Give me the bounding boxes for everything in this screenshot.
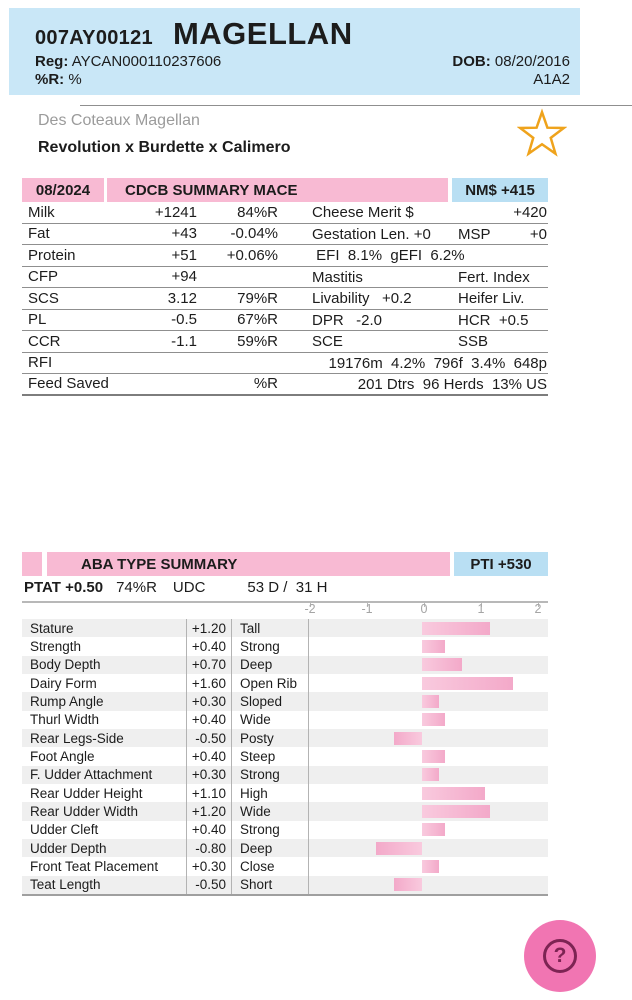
linear-trait-row [22,857,548,875]
linear-trait-bar [422,787,485,800]
linear-trait-bar-cell [309,729,548,747]
trait-extra [278,353,548,374]
trait-value: 3.12 [167,289,197,307]
cdcb-row [22,202,548,224]
trait-label: Feed Saved [28,375,109,393]
linear-trait-row [22,637,548,655]
linear-trait-row [22,674,548,692]
ptat-summary-line [24,579,327,596]
linear-trait-descriptor: Steep [232,747,309,765]
linear-trait-descriptor: Wide [232,802,309,820]
trait-label: CFP [28,268,58,286]
linear-trait-row [22,802,548,820]
linear-trait-bar [422,823,445,836]
cdcb-header-bar [22,178,548,202]
ptat-value: PTAT +0.50 [24,579,104,596]
linear-trait-descriptor: Deep [232,839,309,857]
trait-label: Milk [28,203,55,221]
linear-trait-name: Dairy Form [22,674,187,692]
linear-trait-value: +1.20 [187,802,232,820]
linear-trait-descriptor: Posty [232,729,309,747]
linear-trait-bar-cell [309,711,548,729]
cdcb-row [22,224,548,246]
cdcb-row [22,288,548,310]
linear-trait-bar [422,677,513,690]
linear-trait-value: -0.50 [187,729,232,747]
linear-trait-bar-cell [309,656,548,674]
dob-value: 08/20/2016 [494,53,570,70]
linear-trait-name: Thurl Width [22,711,187,729]
extra-right: 19176m 4.2% 796f 3.4% 648p [328,354,547,372]
linear-trait-bar [422,622,490,635]
linear-trait-row [22,619,548,637]
linear-trait-bar [394,732,423,745]
section-divider [80,105,632,106]
trait-label: PL [28,311,47,329]
linear-trait-row [22,692,548,710]
registration [35,53,221,71]
trait-value: +43 [171,225,197,243]
extra-left: EFI 8.1% gEFI 6.2% [312,247,465,264]
linear-trait-bar [394,878,423,891]
pti-badge: PTI +530 [454,552,548,576]
aba-title: ABA TYPE SUMMARY [47,552,450,576]
animal-name: MAGELLAN [172,16,353,51]
linear-trait-descriptor: Wide [232,711,309,729]
trait-label: SCS [28,289,59,307]
linear-trait-bar [422,860,439,873]
pctr-value: % [68,71,82,88]
linear-trait-bar-cell [309,802,548,820]
trait-value: +94 [171,268,197,286]
axis-tick-label: 1 [477,602,485,616]
linear-trait-name: Rear Udder Height [22,784,187,802]
linear-trait-bar [422,713,445,726]
linear-trait-row [22,711,548,729]
cdcb-row [22,310,548,332]
linear-trait-name: Front Teat Placement [22,857,187,875]
linear-trait-value: +1.20 [187,619,232,637]
animal-title [9,8,580,52]
linear-trait-name: Body Depth [22,656,187,674]
axis-tick-label: 0 [420,602,428,616]
trait-label: Fat [28,225,50,243]
axis-tick-label: 2 [534,602,542,616]
evaluation-date: 08/2024 [22,178,104,202]
linear-trait-descriptor: Tall [232,619,309,637]
linear-trait-descriptor: Short [232,876,309,894]
linear-trait-name: Rear Legs-Side [22,729,187,747]
cdcb-row [22,267,548,289]
favorite-star-button[interactable] [517,108,567,158]
trait-value: -1.1 [171,332,197,350]
extra-left: Cheese Merit $ [312,204,414,221]
axis-tick-label: -1 [361,602,373,616]
beta-casein: A1A2 [533,71,570,88]
ptat-reliability: 74%R [116,579,157,596]
percent-r [35,71,82,89]
registered-full-name: Des Coteaux Magellan [38,112,200,129]
cdcb-row [22,245,548,267]
linear-trait-bar [422,750,445,763]
aba-color-chip [22,552,42,576]
trait-value: +1241 [154,203,197,221]
linear-trait-bar-cell [309,637,548,655]
trait-extra [278,202,548,223]
linear-trait-bar-cell [309,766,548,784]
trait-extra [278,224,548,245]
linear-trait-descriptor: Strong [232,821,309,839]
linear-trait-row [22,766,548,784]
help-button[interactable] [524,920,596,992]
cdcb-title: CDCB SUMMARY MACE [107,178,448,202]
reg-label: Reg: [35,53,69,70]
sire-stack: Revolution x Burdette x Calimero [38,139,291,156]
linear-trait-row [22,747,548,765]
linear-trait-value: +0.30 [187,692,232,710]
linear-trait-descriptor: Sloped [232,692,309,710]
linear-trait-bar [422,695,439,708]
extra-right: +420 [513,204,547,221]
nm-badge: NM$ +415 [452,178,548,202]
linear-trait-row [22,876,548,894]
dob-label: DOB: [452,53,491,70]
linear-trait-row [22,839,548,857]
linear-trait-value: +1.60 [187,674,232,692]
trait-reliability: 84%R [237,203,278,221]
trait-value: -0.5 [171,311,197,329]
animal-header [9,8,580,95]
extra-mid: Heifer Liv. [458,290,525,307]
linear-trait-descriptor: Strong [232,637,309,655]
linear-trait-name: Teat Length [22,876,187,894]
linear-trait-bar [422,768,439,781]
linear-trait-bar [422,805,490,818]
extra-right: 201 Dtrs 96 Herds 13% US [357,376,547,393]
linear-trait-name: F. Udder Attachment [22,766,187,784]
linear-trait-bar-cell [309,747,548,765]
extra-left: Livability +0.2 [312,290,412,307]
linear-trait-descriptor: Strong [232,766,309,784]
aba-header-bar [22,552,548,576]
reg-dob-row [9,53,580,71]
trait-extra [278,310,548,331]
linear-trait-name: Foot Angle [22,747,187,765]
naab-code: 007AY00121 [35,27,153,49]
pctr-row [9,71,580,89]
extra-left: SCE [312,333,343,350]
extra-left: Mastitis [312,268,363,286]
linear-trait-bar-cell [309,674,548,692]
linear-trait-name: Udder Depth [22,839,187,857]
linear-trait-bar-cell [309,692,548,710]
linear-trait-value: +0.40 [187,711,232,729]
linear-trait-bar [422,658,462,671]
linear-trait-name: Stature [22,619,187,637]
linear-trait-bar-cell [309,619,548,637]
extra-mid: MSP [458,225,491,243]
extra-left: Gestation Len. +0 [312,225,431,243]
trait-reliability: 67%R [237,311,278,329]
linear-trait-descriptor: Close [232,857,309,875]
extra-mid: HCR +0.5 [458,311,529,329]
star-outline-icon [517,108,567,158]
linear-trait-name: Strength [22,637,187,655]
linear-trait-value: +0.30 [187,766,232,784]
trait-reliability: 59%R [237,332,278,350]
extra-mid: SSB [458,333,489,350]
help-question-icon: ? [543,939,577,973]
linear-trait-name: Rump Angle [22,692,187,710]
linear-trait-bar-cell [309,839,548,857]
linear-trait-value: +1.10 [187,784,232,802]
pctr-label: %R: [35,71,65,88]
axis-tick-label: -2 [304,602,316,616]
trait-value: +51 [171,246,197,264]
linear-trait-bar-cell [309,784,548,802]
trait-reliability: +0.06% [226,246,278,264]
linear-trait-bar [422,640,445,653]
trait-reliability: %R [253,375,278,393]
linear-trait-descriptor: Deep [232,656,309,674]
trait-extra [278,245,548,266]
linear-trait-name: Rear Udder Width [22,802,187,820]
linear-trait-value: +0.70 [187,656,232,674]
extra-mid: Fert. Index [458,268,530,286]
daughter-herd-counts: 53 D / 31 H [247,579,328,596]
linear-trait-row [22,729,548,747]
linear-trait-row [22,821,548,839]
linear-trait-value: +0.40 [187,747,232,765]
linear-trait-bar-cell [309,876,548,894]
trait-label: CCR [28,332,61,350]
linear-trait-descriptor: Open Rib [232,674,309,692]
trait-reliability: 79%R [237,289,278,307]
linear-trait-name: Udder Cleft [22,821,187,839]
linear-trait-value: +0.40 [187,821,232,839]
trait-extra [278,374,548,394]
linear-trait-value: -0.80 [187,839,232,857]
trait-extra [278,288,548,309]
trait-label: Protein [28,246,76,264]
trait-reliability: -0.04% [230,225,278,243]
extra-left: DPR -2.0 [312,311,383,329]
linear-trait-value: +0.30 [187,857,232,875]
linear-trait-chart [22,619,548,896]
cdcb-row [22,374,548,396]
linear-trait-value: +0.40 [187,637,232,655]
linear-trait-bar-cell [309,821,548,839]
linear-trait-row [22,656,548,674]
cdcb-row [22,331,548,353]
linear-trait-descriptor: High [232,784,309,802]
extra-right: +0 [529,225,547,243]
trait-extra [278,331,548,352]
reg-value: AYCAN000110237606 [71,53,222,70]
udc-label: UDC [172,579,206,596]
trait-label: RFI [28,354,53,372]
linear-trait-bar-cell [309,857,548,875]
linear-trait-value: -0.50 [187,876,232,894]
cdcb-table [22,202,548,396]
trait-extra [278,267,548,288]
linear-trait-row [22,784,548,802]
linear-trait-bar [376,842,422,855]
cdcb-row [22,353,548,375]
dob [452,53,570,71]
